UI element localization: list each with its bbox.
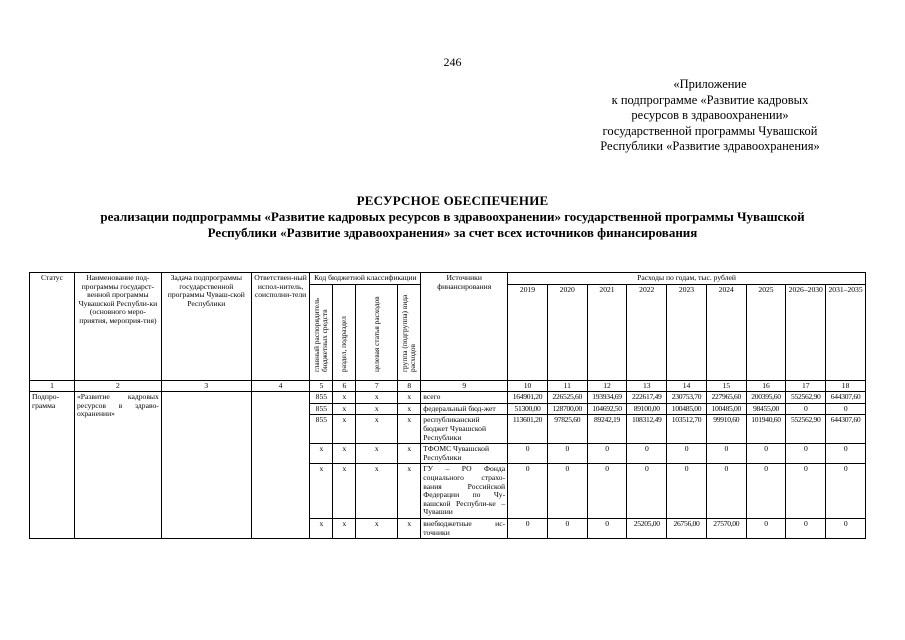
source-cell: ТФОМС Чувашской Республики — [421, 444, 508, 464]
code-cell: x — [333, 392, 356, 404]
source-cell: ГУ – РО Фонда социального страхо-вания Российской Федерации по Чу-вашской Республи-ке – Чувашии — [421, 464, 508, 519]
value-cell: 26756,00 — [667, 518, 707, 538]
value-cell: 0 — [587, 518, 627, 538]
value-cell: 0 — [508, 464, 548, 519]
value-cell: 25205,00 — [627, 518, 667, 538]
appendix-line: государственной программы Чувашской — [602, 123, 818, 138]
header-sources: Источники финансирования — [421, 273, 508, 381]
value-cell: 164901,20 — [508, 392, 548, 404]
table-row — [30, 392, 866, 404]
header-responsible: Ответствен-ный испол-нитель, соисполни-тели — [251, 273, 310, 381]
header-code-sub: группа (подгруппа) вида расходов — [398, 284, 421, 380]
code-cell: x — [333, 444, 356, 464]
header-year: 2031–2035 — [826, 284, 866, 380]
code-cell: x — [333, 415, 356, 444]
header-budget-code: Код бюджетной классификации — [310, 273, 421, 285]
value-cell: 230753,70 — [667, 392, 707, 404]
value-cell: 552562,90 — [786, 392, 826, 404]
value-cell: 0 — [826, 403, 866, 415]
appendix-line: к подпрограмме «Развитие кадровых — [611, 92, 809, 107]
header-code-sub: главный распорядитель бюджетных средств — [310, 284, 333, 380]
value-cell: 0 — [826, 518, 866, 538]
value-cell: 0 — [706, 444, 746, 464]
source-cell: внебюджетные ис-точники — [421, 518, 508, 538]
value-cell: 51300,00 — [508, 403, 548, 415]
header-year: 2019 — [508, 284, 548, 380]
code-cell: x — [356, 415, 398, 444]
value-cell: 0 — [508, 518, 548, 538]
code-cell: x — [356, 444, 398, 464]
code-cell: x — [310, 518, 333, 538]
column-number: 8 — [398, 380, 421, 392]
page-number: 246 — [443, 55, 462, 69]
code-cell: x — [398, 403, 421, 415]
value-cell: 644307,60 — [826, 415, 866, 444]
code-cell: x — [356, 518, 398, 538]
column-number: 2 — [74, 380, 161, 392]
value-cell: 0 — [746, 464, 786, 519]
column-number: 17 — [786, 380, 826, 392]
code-cell: x — [398, 518, 421, 538]
value-cell: 89242,19 — [587, 415, 627, 444]
header-year: 2021 — [587, 284, 627, 380]
value-cell: 0 — [667, 464, 707, 519]
code-cell: x — [398, 464, 421, 519]
header-year: 2023 — [667, 284, 707, 380]
value-cell: 0 — [547, 464, 587, 519]
header-year: 2022 — [627, 284, 667, 380]
code-cell: 855 — [310, 403, 333, 415]
value-cell: 0 — [706, 464, 746, 519]
header-name: Наименование под-программы государст-венной программы Чувашской Республи-ки (основного меро-приятия, мероприя-тия) — [74, 273, 161, 381]
appendix-line: ресурсов в здравоохранении» — [631, 108, 789, 122]
value-cell: 222617,49 — [627, 392, 667, 404]
code-cell: x — [310, 464, 333, 519]
status-cell: Подпро-грамма — [30, 392, 75, 539]
code-cell: 855 — [310, 415, 333, 444]
code-cell: x — [398, 415, 421, 444]
source-cell: федеральный бюд-жет — [421, 403, 508, 415]
value-cell: 0 — [587, 464, 627, 519]
value-cell: 0 — [627, 464, 667, 519]
code-cell: x — [333, 464, 356, 519]
column-number: 4 — [251, 380, 310, 392]
code-cell: x — [356, 403, 398, 415]
resource-table — [29, 272, 866, 539]
value-cell: 0 — [587, 444, 627, 464]
column-number-row — [30, 380, 866, 392]
subprogram-name-cell: «Развитие кадровых ресурсов в здраво-охранении» — [74, 392, 161, 539]
value-cell: 200395,60 — [746, 392, 786, 404]
value-cell: 644307,60 — [826, 392, 866, 404]
value-cell: 0 — [786, 518, 826, 538]
value-cell: 227965,60 — [706, 392, 746, 404]
value-cell: 113601,20 — [508, 415, 548, 444]
value-cell: 98455,00 — [746, 403, 786, 415]
value-cell: 226525,60 — [547, 392, 587, 404]
code-cell: x — [333, 518, 356, 538]
value-cell: 128700,00 — [547, 403, 587, 415]
value-cell: 0 — [667, 444, 707, 464]
header-task: Задача подпрограммы государственной программы Чуваш-ской Республики — [161, 273, 251, 381]
code-cell: x — [398, 392, 421, 404]
value-cell: 101940,60 — [746, 415, 786, 444]
column-number: 11 — [547, 380, 587, 392]
value-cell: 0 — [547, 444, 587, 464]
column-number: 9 — [421, 380, 508, 392]
value-cell: 0 — [786, 464, 826, 519]
document-title — [30, 193, 875, 241]
value-cell: 0 — [508, 444, 548, 464]
value-cell: 103512,70 — [667, 415, 707, 444]
value-cell: 0 — [547, 518, 587, 538]
value-cell: 0 — [627, 444, 667, 464]
responsible-cell — [251, 392, 310, 539]
column-number: 3 — [161, 380, 251, 392]
appendix-heading — [580, 77, 840, 155]
appendix-line: Республики «Развитие здравоохранения» — [600, 139, 820, 153]
value-cell: 552562,90 — [786, 415, 826, 444]
code-cell: x — [356, 464, 398, 519]
header-year: 2025 — [746, 284, 786, 380]
value-cell: 97825,60 — [547, 415, 587, 444]
column-number: 14 — [667, 380, 707, 392]
code-cell: x — [398, 444, 421, 464]
header-code-sub: целевая статья расходов — [356, 284, 398, 380]
column-number: 18 — [826, 380, 866, 392]
column-number: 6 — [333, 380, 356, 392]
column-number: 1 — [30, 380, 75, 392]
value-cell: 0 — [746, 444, 786, 464]
title-line: Республики «Развитие здравоохранения» за счет всех источников финансирования — [207, 225, 698, 240]
header-year: 2020 — [547, 284, 587, 380]
header-code-sub: раздел, подраздел — [333, 284, 356, 380]
column-number: 16 — [746, 380, 786, 392]
code-cell: x — [310, 444, 333, 464]
column-number: 12 — [587, 380, 627, 392]
source-cell: всего — [421, 392, 508, 404]
appendix-line: «Приложение — [673, 77, 747, 91]
column-number: 10 — [508, 380, 548, 392]
value-cell: 104692,50 — [587, 403, 627, 415]
value-cell: 0 — [826, 444, 866, 464]
value-cell: 0 — [746, 518, 786, 538]
value-cell: 0 — [786, 444, 826, 464]
column-number: 7 — [356, 380, 398, 392]
source-cell: республиканский бюджет Чувашской Республики — [421, 415, 508, 444]
header-year: 2026–2030 — [786, 284, 826, 380]
value-cell: 100485,00 — [706, 403, 746, 415]
column-number: 15 — [706, 380, 746, 392]
value-cell: 193934,69 — [587, 392, 627, 404]
value-cell: 89100,00 — [627, 403, 667, 415]
code-cell: x — [333, 403, 356, 415]
value-cell: 99910,60 — [706, 415, 746, 444]
header-status: Статус — [30, 273, 75, 381]
title-line: реализации подпрограммы «Развитие кадровых ресурсов в здравоохранении» государственной программы Чувашской — [100, 209, 805, 224]
value-cell: 100485,00 — [667, 403, 707, 415]
header-expenses: Расходы по годам, тыс. рублей — [508, 273, 866, 285]
column-number: 5 — [310, 380, 333, 392]
value-cell: 0 — [786, 403, 826, 415]
header-year: 2024 — [706, 284, 746, 380]
task-cell — [161, 392, 251, 539]
code-cell: x — [356, 392, 398, 404]
code-cell: 855 — [310, 392, 333, 404]
value-cell: 27570,00 — [706, 518, 746, 538]
column-number: 13 — [627, 380, 667, 392]
value-cell: 108312,49 — [627, 415, 667, 444]
value-cell: 0 — [826, 464, 866, 519]
title-main: РЕСУРСНОЕ ОБЕСПЕЧЕНИЕ — [356, 193, 549, 208]
